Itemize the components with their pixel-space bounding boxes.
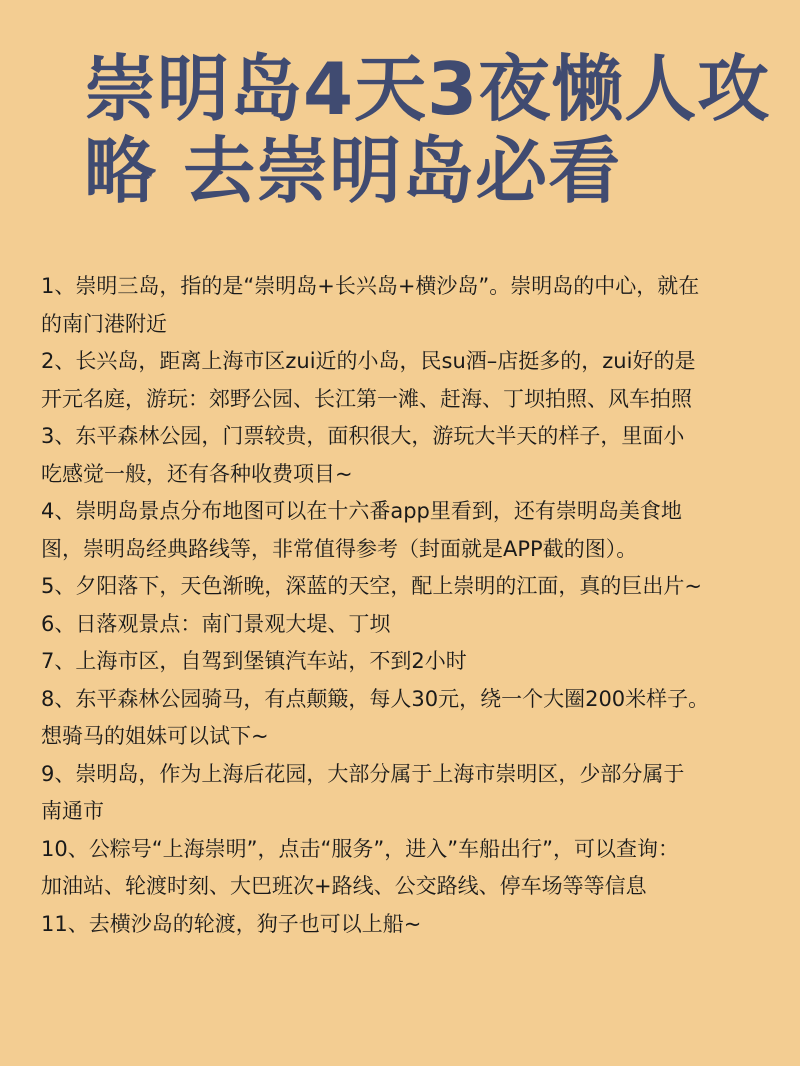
tip-11-line-1: 11、去横沙岛的轮渡，狗子也可以上船~: [41, 911, 422, 936]
tip-9-line-1: 9、崇明岛，作为上海后花园，大部分属于上海市崇明区，少部分属于: [41, 761, 685, 786]
tip-8-line-1: 8、东平森林公园骑马，有点颠簸，每人30元，绕一个大圈200米样子。: [41, 686, 710, 711]
title-line-2: 略 去崇明岛必看: [84, 129, 622, 213]
tip-3-line-1: 3、东平森林公园，门票较贵，面积很大，游玩大半天的样子，里面小: [41, 424, 685, 448]
tip-10-line-2: 加油站、轮渡时刻、大巴班次+路线、公交路线、停车场等等信息: [41, 874, 647, 898]
tip-1-line-1: 1、崇明三岛，指的是“崇明岛+长兴岛+横沙岛”。崇明岛的中心，就在: [41, 274, 700, 298]
tips-list: [41, 268, 781, 943]
title-line-1: 崇明岛4天3夜懒人攻: [84, 47, 771, 131]
page-title: [84, 47, 771, 213]
tip-2-line-2: 开元名庭，游玩：郊野公园、长江第一滩、赶海、丁坝拍照、风车拍照: [41, 386, 692, 411]
tip-2-line-1: 2、长兴岛，距离上海市区zui近的小岛，民su酒–店挺多的，zui好的是: [41, 349, 696, 373]
tip-8-line-2: 想骑马的姐妹可以试下~: [41, 724, 269, 748]
tip-5-line-1: 5、夕阳落下，天色渐晚，深蓝的天空，配上崇明的江面，真的巨出片~: [41, 574, 702, 598]
tip-1-line-2: 的南门港附近: [41, 311, 167, 336]
tip-7-line-1: 7、上海市区，自驾到堡镇汽车站，不到2小时: [41, 649, 467, 673]
tip-9-line-2: 南通市: [41, 799, 104, 823]
tip-4-line-1: 4、崇明岛景点分布地图可以在十六番app里看到，还有崇明岛美食地: [41, 499, 682, 523]
tip-6-line-1: 6、日落观景点：南门景观大堤、丁坝: [41, 611, 391, 636]
tip-4-line-2: 图，崇明岛经典路线等，非常值得参考（封面就是APP截的图）。: [41, 536, 638, 561]
tip-3-line-2: 吃感觉一般，还有各种收费项目~: [41, 461, 353, 486]
tip-10-line-1: 10、公粽号“上海崇明”，点击“服务”，进入”车船出行”，可以查询：: [41, 836, 679, 861]
